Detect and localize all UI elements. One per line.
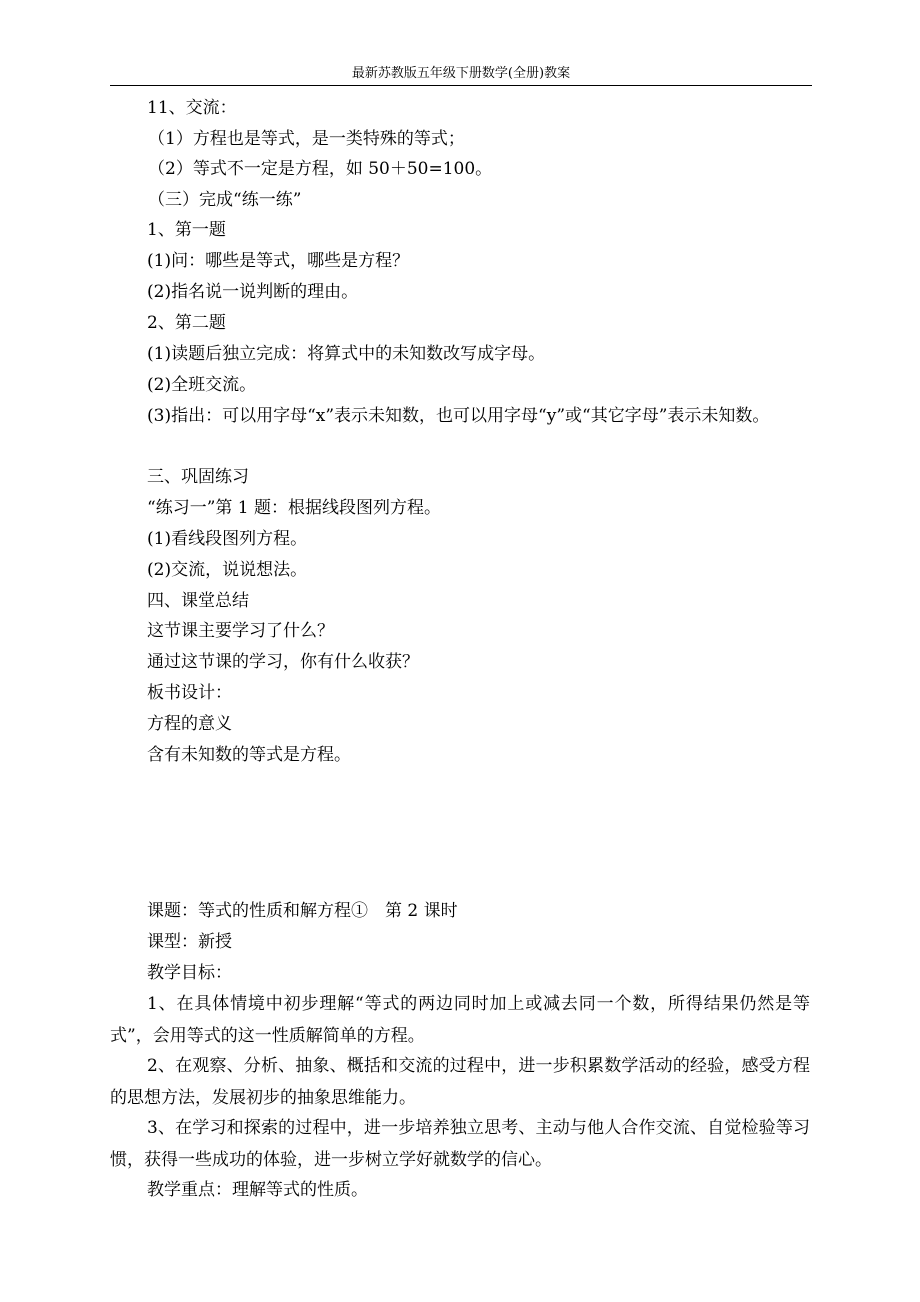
text-line: 教学目标： bbox=[147, 963, 232, 983]
text-line: (2)指名说一说判断的理由。 bbox=[147, 282, 359, 302]
text-line: (1)读题后独立完成：将算式中的未知数改写成字母。 bbox=[147, 344, 546, 364]
text-line: “练习一”第 1 题：根据线段图列方程。 bbox=[147, 498, 442, 518]
text-paragraph: (3)指出：可以用字母“x”表示未知数，也可以用字母“y”或“其它字母”表示未知数。 bbox=[147, 406, 770, 426]
text-line: （1）方程也是等式，是一类特殊的等式； bbox=[148, 129, 465, 149]
text-paragraph: 2、在观察、分析、抽象、概括和交流的过程中，进一步积累数学活动的经验，感受方程的思想方法，发展初步的抽象思维能力。 bbox=[110, 1056, 810, 1108]
text-line: (1)问：哪些是等式，哪些是方程？ bbox=[147, 251, 410, 271]
text-line: 这节课主要学习了什么？ bbox=[147, 621, 334, 641]
text-line: 三、巩固练习 bbox=[147, 467, 249, 487]
text-line: 2、第二题 bbox=[147, 313, 226, 333]
text-line: 课型：新授 bbox=[147, 932, 232, 952]
text-line: 11、交流： bbox=[147, 98, 237, 118]
text-line: 板书设计： bbox=[147, 683, 232, 703]
text-line: （三）完成“练一练” bbox=[148, 190, 302, 210]
lesson-title: 课题：等式的性质和解方程① 第 2 课时 bbox=[147, 901, 458, 921]
text-line: (1)看线段图列方程。 bbox=[147, 529, 308, 549]
text-line: 方程的意义 bbox=[147, 714, 232, 734]
page-header: 最新苏教版五年级下册数学(全册)教案 bbox=[351, 66, 571, 81]
text-line: 含有未知数的等式是方程。 bbox=[147, 745, 351, 765]
text-paragraph: 3、在学习和探索的过程中，进一步培养独立思考、主动与他人合作交流、自觉检验等习惯，获得一些成功的体验，进一步树立学好就数学的信心。 bbox=[110, 1118, 810, 1170]
text-line: (2)全班交流。 bbox=[147, 375, 257, 395]
text-line: （2）等式不一定是方程，如 50＋50=100。 bbox=[148, 159, 493, 179]
text-line: 通过这节课的学习，你有什么收获？ bbox=[147, 652, 419, 672]
header-divider bbox=[110, 85, 812, 86]
text-paragraph: 1、在具体情境中初步理解“等式的两边同时加上或减去同一个数，所得结果仍然是等式”，会用等式的这一性质解简单的方程。 bbox=[110, 994, 810, 1046]
text-line: 四、课堂总结 bbox=[147, 591, 249, 611]
text-line: (2)交流，说说想法。 bbox=[147, 560, 308, 580]
text-line: 教学重点：理解等式的性质。 bbox=[147, 1180, 368, 1200]
text-line: 1、第一题 bbox=[147, 220, 226, 240]
